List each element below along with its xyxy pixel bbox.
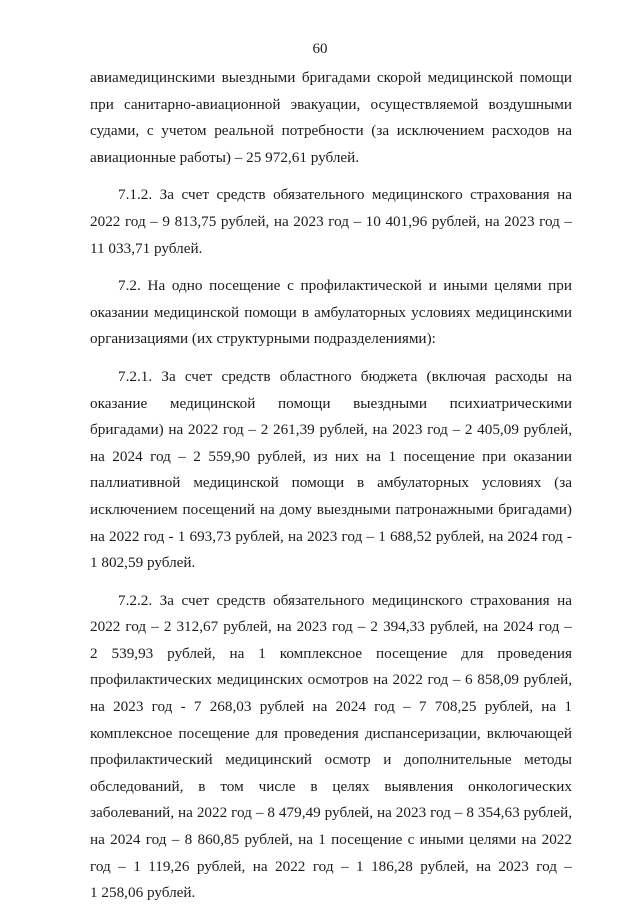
paragraph <box>90 65 572 171</box>
paragraph-line: 1 258,06 рублей. <box>90 884 196 902</box>
document-body <box>90 65 572 918</box>
paragraph <box>90 588 572 907</box>
paragraph-line: 2022 год – 9 813,75 рублей, на 2023 год – 10 401,96 рублей, на 2023 год – <box>90 212 572 230</box>
paragraph <box>90 273 572 353</box>
paragraph-line: 7.1.2. За счет средств обязательного медицинского страхования на <box>118 186 572 204</box>
paragraph <box>90 364 572 577</box>
paragraph-line: 2 539,93 рублей, на 1 комплексное посещение для проведения <box>90 644 572 662</box>
paragraph-line: 7.2.1. За счет средств областного бюджета (включая расходы на <box>118 367 572 385</box>
page-number: 60 <box>312 41 328 57</box>
paragraph-line: исключением посещений на дому выездными патронажными бригадами) <box>90 500 572 518</box>
paragraph-line: авиационные работы) – 25 972,61 рублей. <box>90 148 360 166</box>
paragraph-line: авиамедицинскими выездными бригадами скорой медицинской помощи <box>90 69 572 86</box>
paragraph-line: на 2022 год - 1 693,73 рублей, на 2023 год – 1 688,52 рублей, на 2024 год - <box>90 527 572 545</box>
paragraph-line: 2022 год – 2 312,67 рублей, на 2023 год – 2 394,33 рублей, на 2024 год – <box>90 618 572 636</box>
paragraph-line: 1 802,59 рублей. <box>90 554 196 572</box>
paragraph-line: при санитарно-авиационной эвакуации, осуществляемой воздушными <box>90 95 572 113</box>
paragraph <box>90 182 572 262</box>
paragraph-line: 11 033,71 рублей. <box>90 239 203 257</box>
paragraph-line: паллиативной медицинской помощи в амбулаторных условиях (за <box>90 474 572 492</box>
paragraph-line: оказании медицинской помощи в амбулаторных условиях медицинскими <box>90 303 572 321</box>
paragraph-line: на 2023 год - 7 268,03 рублей на 2024 год – 7 708,25 рублей, на 1 <box>90 698 572 716</box>
paragraph-line: организациями (их структурными подразделениями): <box>90 330 436 348</box>
paragraph-line: на 2024 год – 2 559,90 рублей, из них на 1 посещение при оказании <box>90 447 572 465</box>
paragraph-line: год – 1 119,26 рублей, на 2022 год – 1 186,28 рублей, на 2023 год – <box>90 857 572 875</box>
paragraph-line: на 2024 год – 8 860,85 рублей, на 1 посещение с иными целями на 2022 <box>90 831 572 849</box>
paragraph-line: 7.2. На одно посещение с профилактической и иными целями при <box>118 277 572 295</box>
paragraph-line: комплексное посещение для проведения диспансеризации, включающей <box>90 724 572 742</box>
paragraph-line: судами, с учетом реальной потребности (за исключением расходов на <box>90 122 572 140</box>
paragraph-line: заболеваний, на 2022 год – 8 479,49 рублей, на 2023 год – 8 354,63 рублей, <box>90 804 572 822</box>
paragraph-line: бригадами) на 2022 год – 2 261,39 рублей, на 2023 год – 2 405,09 рублей, <box>90 421 572 439</box>
paragraph-line: профилактических медицинских осмотров на 2022 год – 6 858,09 рублей, <box>90 671 572 689</box>
paragraph-line: профилактический медицинский осмотр и дополнительные методы <box>90 751 572 769</box>
paragraph-line: оказание медицинской помощи выездными психиатрическими <box>90 394 572 412</box>
paragraph-line: обследований, в том числе в целях выявления онкологических <box>90 777 572 795</box>
paragraph-line: 7.2.2. За счет средств обязательного медицинского страхования на <box>118 591 572 609</box>
